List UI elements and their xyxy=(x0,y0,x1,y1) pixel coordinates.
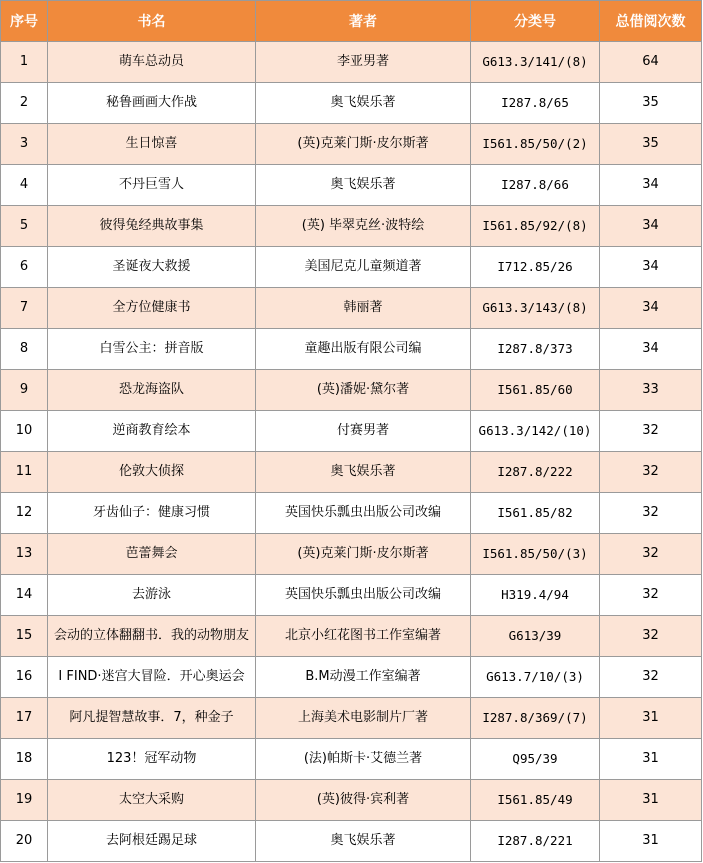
table-body xyxy=(1,42,702,862)
cell-class-no: I561.85/49 xyxy=(471,780,600,821)
cell-index: 20 xyxy=(1,821,48,862)
cell-author: 童趣出版有限公司编 xyxy=(256,329,471,370)
cell-index: 8 xyxy=(1,329,48,370)
cell-borrows: 31 xyxy=(600,821,702,862)
table-row xyxy=(1,288,702,329)
cell-class-no: I561.85/50/(3) xyxy=(471,534,600,575)
table-row xyxy=(1,780,702,821)
cell-class-no: I561.85/82 xyxy=(471,493,600,534)
table-row xyxy=(1,411,702,452)
cell-author: B.M动漫工作室编著 xyxy=(256,657,471,698)
cell-index: 17 xyxy=(1,698,48,739)
cell-borrows: 32 xyxy=(600,657,702,698)
cell-index: 4 xyxy=(1,165,48,206)
cell-title: 伦敦大侦探 xyxy=(48,452,256,493)
cell-title: I FIND·迷宫大冒险．开心奥运会 xyxy=(48,657,256,698)
cell-index: 13 xyxy=(1,534,48,575)
table-row xyxy=(1,165,702,206)
table-row xyxy=(1,534,702,575)
cell-borrows: 32 xyxy=(600,452,702,493)
cell-class-no: I287.8/66 xyxy=(471,165,600,206)
cell-title: 恐龙海盗队 xyxy=(48,370,256,411)
cell-title: 去阿根廷踢足球 xyxy=(48,821,256,862)
cell-author: 奥飞娱乐著 xyxy=(256,165,471,206)
cell-borrows: 32 xyxy=(600,575,702,616)
cell-borrows: 35 xyxy=(600,124,702,165)
header-index: 序号 xyxy=(1,1,48,42)
cell-borrows: 35 xyxy=(600,83,702,124)
cell-borrows: 32 xyxy=(600,616,702,657)
cell-class-no: I287.8/373 xyxy=(471,329,600,370)
cell-author: (英) 毕翠克丝·波特绘 xyxy=(256,206,471,247)
cell-author: 上海美术电影制片厂著 xyxy=(256,698,471,739)
cell-index: 6 xyxy=(1,247,48,288)
cell-author: 美国尼克儿童频道著 xyxy=(256,247,471,288)
cell-borrows: 34 xyxy=(600,288,702,329)
cell-borrows: 34 xyxy=(600,247,702,288)
cell-title: 会动的立体翻翻书．我的动物朋友 xyxy=(48,616,256,657)
cell-borrows: 34 xyxy=(600,165,702,206)
cell-borrows: 32 xyxy=(600,493,702,534)
cell-class-no: I287.8/222 xyxy=(471,452,600,493)
cell-class-no: I712.85/26 xyxy=(471,247,600,288)
cell-title: 不丹巨雪人 xyxy=(48,165,256,206)
cell-author: 英国快乐瓢虫出版公司改编 xyxy=(256,575,471,616)
table-row xyxy=(1,575,702,616)
cell-title: 牙齿仙子：健康习惯 xyxy=(48,493,256,534)
cell-index: 2 xyxy=(1,83,48,124)
cell-index: 18 xyxy=(1,739,48,780)
cell-title: 去游泳 xyxy=(48,575,256,616)
cell-class-no: Q95/39 xyxy=(471,739,600,780)
table-row xyxy=(1,124,702,165)
cell-index: 19 xyxy=(1,780,48,821)
header-title: 书名 xyxy=(48,1,256,42)
cell-index: 9 xyxy=(1,370,48,411)
cell-title: 萌车总动员 xyxy=(48,42,256,83)
cell-index: 16 xyxy=(1,657,48,698)
cell-index: 5 xyxy=(1,206,48,247)
table-row xyxy=(1,83,702,124)
cell-index: 7 xyxy=(1,288,48,329)
cell-author: 奥飞娱乐著 xyxy=(256,452,471,493)
cell-borrows: 34 xyxy=(600,329,702,370)
cell-author: 李亚男著 xyxy=(256,42,471,83)
cell-author: (英)克莱门斯·皮尔斯著 xyxy=(256,534,471,575)
cell-borrows: 64 xyxy=(600,42,702,83)
cell-author: 奥飞娱乐著 xyxy=(256,83,471,124)
cell-class-no: G613.3/141/(8) xyxy=(471,42,600,83)
cell-author: 奥飞娱乐著 xyxy=(256,821,471,862)
cell-title: 阿凡提智慧故事．7，种金子 xyxy=(48,698,256,739)
table-header-row xyxy=(1,1,702,42)
cell-class-no: G613.3/142/(10) xyxy=(471,411,600,452)
cell-title: 芭蕾舞会 xyxy=(48,534,256,575)
table-row xyxy=(1,739,702,780)
cell-index: 10 xyxy=(1,411,48,452)
cell-borrows: 32 xyxy=(600,411,702,452)
cell-author: (法)帕斯卡·艾德兰著 xyxy=(256,739,471,780)
cell-title: 全方位健康书 xyxy=(48,288,256,329)
cell-borrows: 31 xyxy=(600,739,702,780)
table-row xyxy=(1,329,702,370)
cell-author: 英国快乐瓢虫出版公司改编 xyxy=(256,493,471,534)
cell-title: 123！冠军动物 xyxy=(48,739,256,780)
cell-author: (英)克莱门斯·皮尔斯著 xyxy=(256,124,471,165)
table-row xyxy=(1,206,702,247)
cell-borrows: 33 xyxy=(600,370,702,411)
cell-author: 付赛男著 xyxy=(256,411,471,452)
cell-borrows: 32 xyxy=(600,534,702,575)
header-borrows: 总借阅次数 xyxy=(600,1,702,42)
table-row xyxy=(1,616,702,657)
cell-title: 生日惊喜 xyxy=(48,124,256,165)
header-author: 著者 xyxy=(256,1,471,42)
cell-index: 1 xyxy=(1,42,48,83)
cell-index: 14 xyxy=(1,575,48,616)
cell-author: 北京小红花图书工作室编著 xyxy=(256,616,471,657)
table-row xyxy=(1,698,702,739)
cell-borrows: 34 xyxy=(600,206,702,247)
cell-author: (英)彼得·宾利著 xyxy=(256,780,471,821)
cell-class-no: G613/39 xyxy=(471,616,600,657)
cell-author: (英)潘妮·黛尔著 xyxy=(256,370,471,411)
table-row xyxy=(1,493,702,534)
table-row xyxy=(1,657,702,698)
cell-index: 11 xyxy=(1,452,48,493)
cell-class-no: I561.85/92/(8) xyxy=(471,206,600,247)
cell-class-no: G613.7/10/(3) xyxy=(471,657,600,698)
cell-index: 15 xyxy=(1,616,48,657)
table-row xyxy=(1,452,702,493)
cell-author: 韩丽著 xyxy=(256,288,471,329)
cell-title: 白雪公主：拼音版 xyxy=(48,329,256,370)
table-row xyxy=(1,247,702,288)
cell-class-no: H319.4/94 xyxy=(471,575,600,616)
cell-title: 逆商教育绘本 xyxy=(48,411,256,452)
cell-class-no: I287.8/369/(7) xyxy=(471,698,600,739)
cell-index: 3 xyxy=(1,124,48,165)
cell-title: 彼得兔经典故事集 xyxy=(48,206,256,247)
table-row xyxy=(1,370,702,411)
table-row xyxy=(1,42,702,83)
cell-title: 秘鲁画画大作战 xyxy=(48,83,256,124)
cell-class-no: I561.85/50/(2) xyxy=(471,124,600,165)
cell-class-no: I287.8/65 xyxy=(471,83,600,124)
cell-class-no: I287.8/221 xyxy=(471,821,600,862)
table-row xyxy=(1,821,702,862)
cell-title: 太空大采购 xyxy=(48,780,256,821)
cell-title: 圣诞夜大救援 xyxy=(48,247,256,288)
cell-index: 12 xyxy=(1,493,48,534)
cell-borrows: 31 xyxy=(600,780,702,821)
cell-class-no: I561.85/60 xyxy=(471,370,600,411)
header-class-no: 分类号 xyxy=(471,1,600,42)
cell-borrows: 31 xyxy=(600,698,702,739)
cell-class-no: G613.3/143/(8) xyxy=(471,288,600,329)
